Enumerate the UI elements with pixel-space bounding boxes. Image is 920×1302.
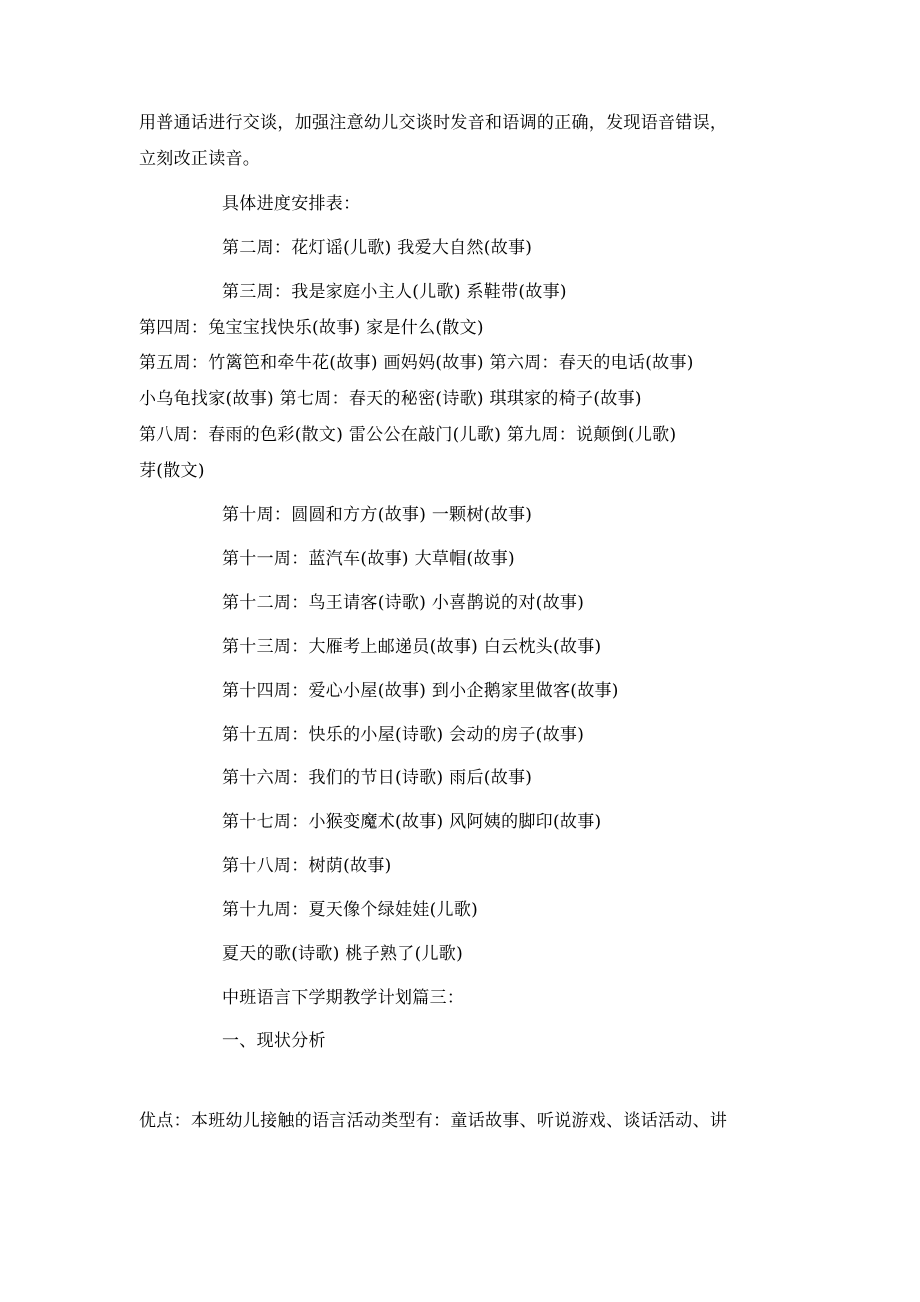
schedule-line: 第十六周：我们的节日(诗歌) 雨后(故事) bbox=[222, 768, 533, 788]
paragraph-line: 优点：本班幼儿接触的语言活动类型有：童话故事、听说游戏、谈话活动、讲 bbox=[139, 1111, 728, 1131]
schedule-line: 第四周：兔宝宝找快乐(故事) 家是什么(散文) bbox=[139, 318, 484, 338]
schedule-line: 第十七周：小猴变魔术(故事) 风阿姨的脚印(故事) bbox=[222, 812, 602, 832]
paragraph-line: 立刻改正读音。 bbox=[139, 149, 261, 169]
schedule-line: 夏天的歌(诗歌) 桃子熟了(儿歌) bbox=[222, 944, 464, 964]
schedule-line: 小乌龟找家(故事) 第七周：春天的秘密(诗歌) 琪琪家的椅子(故事) bbox=[139, 389, 642, 409]
schedule-line: 芽(散文) bbox=[139, 461, 205, 481]
schedule-line: 第十五周：快乐的小屋(诗歌) 会动的房子(故事) bbox=[222, 725, 585, 745]
schedule-line: 第十二周：鸟王请客(诗歌) 小喜鹊说的对(故事) bbox=[222, 593, 585, 613]
schedule-line: 第十九周：夏天像个绿娃娃(儿歌) bbox=[222, 900, 479, 920]
schedule-line: 第十四周：爱心小屋(故事) 到小企鹅家里做客(故事) bbox=[222, 681, 619, 701]
schedule-line: 第十一周：蓝汽车(故事) 大草帽(故事) bbox=[222, 549, 515, 569]
schedule-line: 第二周：花灯谣(儿歌) 我爱大自然(故事) bbox=[222, 238, 533, 258]
schedule-line: 第十八周：树荫(故事) bbox=[222, 856, 392, 876]
schedule-line: 第五周：竹篱笆和牵牛花(故事) 画妈妈(故事) 第六周：春天的电话(故事) bbox=[139, 353, 694, 373]
section-heading: 一、现状分析 bbox=[222, 1031, 326, 1051]
schedule-heading: 具体进度安排表： bbox=[222, 194, 361, 214]
schedule-line: 第十三周：大雁考上邮递员(故事) 白云枕头(故事) bbox=[222, 637, 602, 657]
schedule-line: 第三周：我是家庭小主人(儿歌) 系鞋带(故事) bbox=[222, 282, 567, 302]
schedule-line: 第十周：圆圆和方方(故事) 一颗树(故事) bbox=[222, 505, 533, 525]
schedule-line: 第八周：春雨的色彩(散文) 雷公公在敲门(儿歌) 第九周：说颠倒(儿歌) bbox=[139, 425, 677, 445]
paragraph-line: 用普通话进行交谈，加强注意幼儿交谈时发音和语调的正确，发现语音错误， bbox=[139, 113, 728, 133]
section-title: 中班语言下学期教学计划篇三： bbox=[222, 988, 465, 1008]
